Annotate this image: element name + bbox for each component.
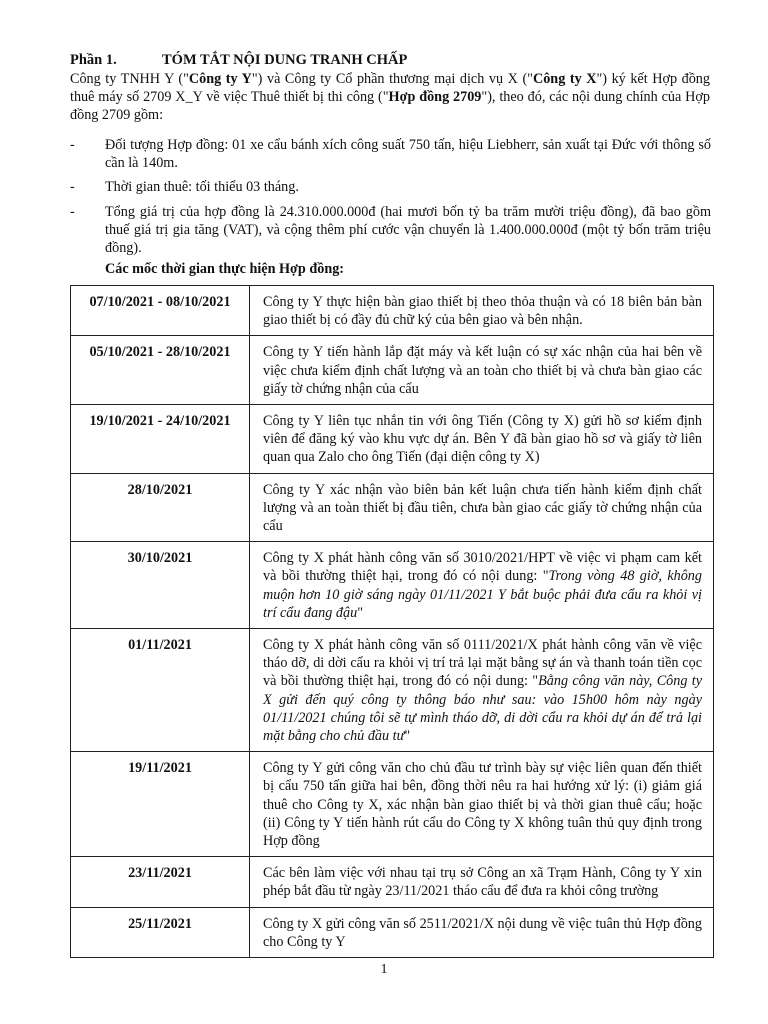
list-item-text: Thời gian thuê: tối thiểu 03 tháng. [105, 179, 299, 196]
row-date: 28/10/2021 [71, 473, 250, 542]
table-row [71, 405, 714, 474]
row-description [250, 629, 714, 752]
list-item [70, 178, 711, 196]
row-quote: Bằng công văn này, Công ty X gửi đến quý công ty thông báo như sau: vào 15h00 hôm này ngày 01/11/2021 chúng tôi sẽ tự mình tháo dỡ, di dời cẩu ra khỏi dự án để trả lại mặt bằng cho chủ đầu tư [263, 673, 703, 745]
row-text: Công ty X gửi công văn số 2511/2021/X nội dung về việc tuân thủ Hợp đồng cho Công ty Y [263, 915, 702, 950]
bullet-dash: - [70, 179, 75, 196]
intro-bold-contract: Hợp đồng 2709 [388, 89, 482, 106]
row-text: Công ty Y liên tục nhắn tin với ông Tiến (Công ty X) gửi hồ sơ kiểm định viên để đăng ký vào khu vực dự án. Bên Y đã bàn giao hồ sơ và giấy tờ liên quan qua Zalo cho ông Tiến (đại diện công ty X) [263, 413, 702, 466]
timeline-table [70, 285, 714, 958]
intro-bold-company-y: Công ty Y [188, 71, 252, 87]
row-date: 19/11/2021 [71, 752, 250, 857]
row-description [250, 907, 714, 957]
row-description [250, 336, 714, 405]
row-text: Công ty Y xác nhận vào biên bản kết luận chưa tiến hành kiểm định chất lượng và an toàn thiết bị đầu tiên, chưa bàn giao các giấy tờ chứng nhận của cẩu [263, 481, 702, 535]
contract-terms-list [70, 136, 711, 263]
list-item [70, 203, 711, 258]
row-text: Công ty Y gửi công văn cho chủ đầu tư trình bày sự việc liên quan đến thiết bị cẩu 750 tấn giữa hai bên, đồng thời nêu ra hai hướng xử lý: (i) giảm giá thuê cho Công ty X, xác nhận bàn giao thiết bị và thời gian thuê cẩu; hoặc (ii) Công ty Y tiến hành rút cẩu do Công ty X không tuân thủ quy định trong Hợp đồng [263, 760, 702, 850]
row-text: Các bên làm việc với nhau tại trụ sở Công an xã Trạm Hành, Công ty Y xin phép bắt đầu từ ngày 23/11/2021 tháo cẩu để đưa ra khỏi công trường [263, 865, 702, 900]
section-title: TÓM TẮT NỘI DUNG TRANH CHẤP [162, 52, 408, 68]
list-item [70, 136, 711, 172]
row-description [250, 752, 714, 857]
row-date: 05/10/2021 - 28/10/2021 [71, 336, 250, 405]
row-description [250, 405, 714, 474]
intro-text: ") và Công ty Cổ phần thương mại dịch vụ X (" [251, 71, 533, 87]
table-row [71, 629, 714, 752]
bullet-dash: - [70, 203, 75, 220]
table-row [71, 752, 714, 857]
table-row [71, 336, 714, 405]
table-row [71, 542, 714, 629]
bullet-dash: - [70, 137, 75, 153]
row-text: Công ty Y tiến hành lắp đặt máy và kết luận có sự xác nhận của hai bên về việc chưa kiểm định chất lượng và an toàn cho thiết bị và chưa bàn giao các giấy tờ chứng nhận của cẩu [263, 344, 702, 397]
row-date: 25/11/2021 [71, 907, 250, 957]
intro-paragraph [70, 70, 710, 125]
row-text-end: " [357, 604, 363, 621]
table-row [71, 857, 714, 907]
timeline-title: Các mốc thời gian thực hiện Hợp đồng: [105, 261, 345, 277]
section-number: Phần 1. [70, 52, 117, 68]
list-item-text: Tổng giá trị của hợp đồng là 24.310.000.000đ (hai mươi bốn tỷ ba trăm mười triệu đồng), đã bao gồm thuế giá trị gia tăng (VAT), và cộng thêm phí cước vận chuyển là 1.400.000.000đ (một tỷ bốn trăm triệu đồng). [105, 203, 711, 257]
row-text: Công ty Y thực hiện bàn giao thiết bị theo thỏa thuận và có 18 biên bản bàn giao thiết bị có đầy đủ chữ ký của bên giao và bên nhận. [263, 294, 702, 329]
row-description [250, 286, 714, 336]
row-date: 19/10/2021 - 24/10/2021 [71, 405, 250, 474]
intro-text: Công ty TNHH Y (" [70, 71, 189, 87]
row-text: Công ty X phát hành công văn số 0111/2021/X phát hành công văn về việc tháo dỡ, di dời cẩu ra khỏi vị trí trả lại mặt bằng sự án và thanh toán tiền cọc và bồi thường thiệt hại, trong đó có nội dung: " [263, 637, 702, 690]
list-item-text: Đối tượng Hợp đồng: 01 xe cẩu bánh xích công suất 750 tấn, hiệu Liebherr, sản xuất tại Đức với thông số cần là 140m. [105, 137, 711, 172]
section-heading [70, 51, 407, 69]
row-quote: Trong vòng 48 giờ, không muộn hơn 10 giờ sáng ngày 01/11/2021 Y bắt buộc phải đưa cẩu ra khỏi vị trí cẩu đang đậu [263, 568, 702, 621]
row-description [250, 857, 714, 907]
row-description [250, 542, 714, 629]
row-date: 23/11/2021 [71, 857, 250, 907]
intro-text: ") ký kết Hợp đồng thuê máy số 2709 X_Y về việc Thuê thiết bị thi công (" [70, 71, 710, 106]
row-date: 01/11/2021 [71, 629, 250, 752]
row-date: 30/10/2021 [71, 542, 250, 629]
row-text: Công ty X phát hành công văn số 3010/2021/HPT về việc vi phạm cam kết và bồi thường thiệt hại, trong đó có nội dung: " [263, 550, 702, 585]
intro-text: "), theo đó, các nội dung chính của Hợp đồng 2709 gồm: [70, 89, 711, 124]
row-description [250, 473, 714, 542]
row-text-end: " [404, 728, 411, 745]
page-number: 1 [380, 962, 388, 977]
intro-bold-company-x: Công ty X [532, 71, 597, 87]
row-date: 07/10/2021 - 08/10/2021 [71, 286, 250, 336]
table-row [71, 286, 714, 336]
table-row [71, 907, 714, 957]
table-row [71, 473, 714, 542]
